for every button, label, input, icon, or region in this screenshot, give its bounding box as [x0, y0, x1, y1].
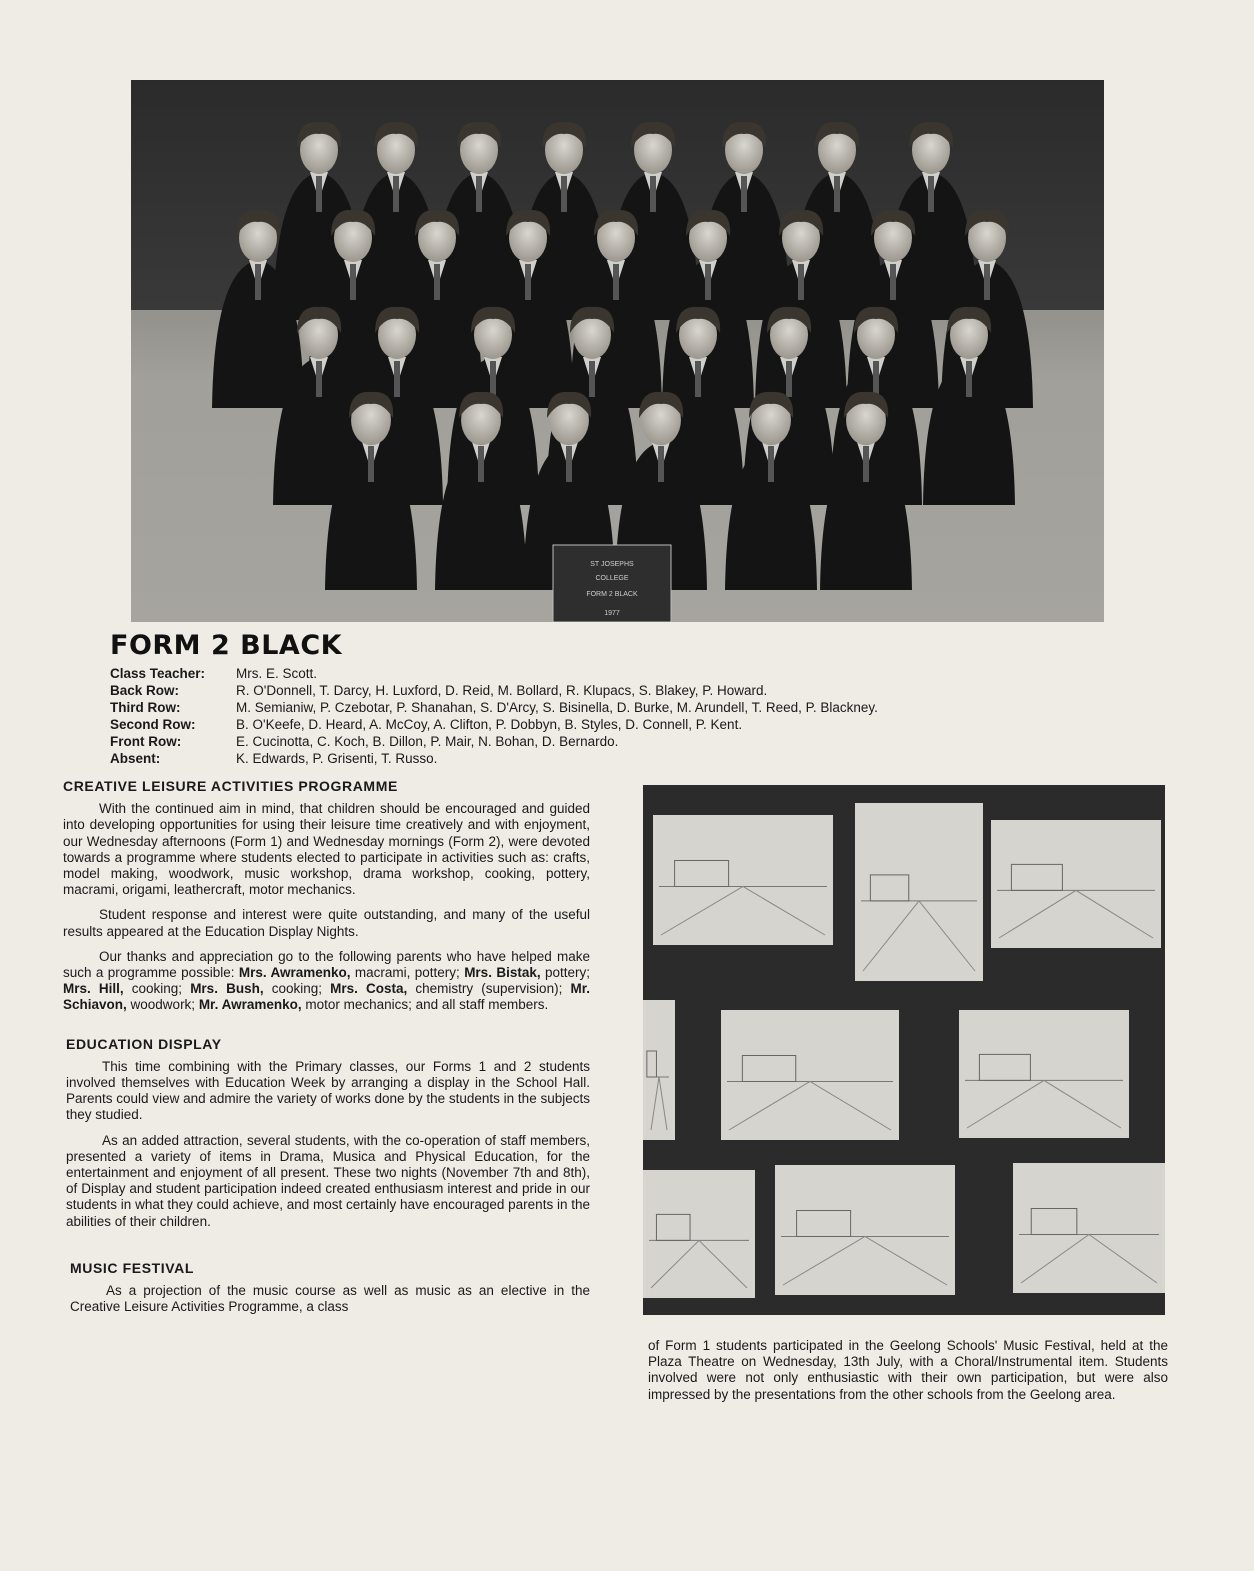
- roster-label: Class Teacher:: [110, 666, 206, 681]
- music-festival-section: [63, 1260, 590, 1316]
- student-drawing: [643, 1170, 755, 1298]
- roster-label: Second Row:: [110, 717, 196, 732]
- parent-name: Mrs. Bistak,: [464, 965, 541, 981]
- sign-line-2: COLLEGE: [595, 575, 629, 582]
- creative-paragraph-1: With the continued aim in mind, that children should be encouraged and guided into developing opportunities for using their leisure time creatively and with enjoyment, our Wednesday afternoons (Form 1) and Wednesday mornings (Form 2), were devoted towards a programme where students elected to participate in activities such as: crafts, model making, woodwork, music workshop, drama workshop, cooking, pottery, macrami, origami, leathercraft, motor mechanics.: [63, 801, 590, 898]
- student-drawing: [991, 820, 1161, 948]
- sign-line-3: FORM 2 BLACK: [586, 591, 638, 598]
- education-display-heading: EDUCATION DISPLAY: [66, 1035, 222, 1052]
- parent-role: motor mechanics; and all staff members.: [301, 997, 549, 1013]
- parent-name: Mrs. Costa,: [330, 981, 408, 997]
- roster-names: R. O'Donnell, T. Darcy, H. Luxford, D. Reid, M. Bollard, R. Klupacs, S. Blakey, P. Howard.: [236, 683, 768, 698]
- left-column: [63, 778, 590, 1324]
- parent-role: chemistry (supervision);: [407, 981, 571, 997]
- roster-row: [110, 733, 878, 750]
- student-drawing: [1013, 1163, 1165, 1293]
- roster-row: [110, 699, 878, 716]
- parent-role: pottery;: [540, 965, 590, 981]
- creative-leisure-heading: CREATIVE LEISURE ACTIVITIES PROGRAMME: [63, 778, 398, 794]
- right-column: [648, 1338, 1168, 1403]
- student-drawing: [721, 1010, 899, 1140]
- roster-label: Front Row:: [110, 734, 182, 749]
- student-drawing: [959, 1010, 1129, 1138]
- sign-line-4: 1977: [604, 610, 620, 617]
- roster-row: [110, 682, 878, 699]
- music-festival-heading: MUSIC FESTIVAL: [70, 1259, 195, 1276]
- music-paragraph-continued: of Form 1 students participated in the Geelong Schools' Music Festival, held at the Plaza Theatre on Wednesday, 13th July, with a Choral/Instrumental item. Students involved were not only enthusiastic with their own participation, but were also impressed by the presentations from the other schools from the Geelong area.: [648, 1338, 1168, 1402]
- parent-name: Mr. Awramenko,: [198, 997, 302, 1013]
- roster-names: Mrs. E. Scott.: [236, 666, 318, 681]
- parent-role: woodwork;: [126, 997, 199, 1013]
- parent-role: cooking;: [263, 981, 331, 997]
- roster-row: [110, 716, 878, 733]
- parent-name: Mrs. Awramenko,: [238, 965, 351, 981]
- display-board-photo: [643, 785, 1165, 1315]
- education-display-section: [63, 1036, 590, 1230]
- class-roster: [110, 665, 878, 767]
- roster-names: E. Cucinotta, C. Koch, B. Dillon, P. Mair, N. Bohan, D. Bernardo.: [236, 734, 619, 749]
- thanks-intro: Our thanks and appreciation go to the following parents who have helped make such a programme possible:: [63, 948, 590, 981]
- page-title: FORM 2 BLACK: [110, 630, 343, 661]
- roster-row: [110, 665, 878, 682]
- sign-line-1: ST JOSEPHS: [590, 561, 634, 568]
- student-drawing: [855, 803, 983, 981]
- display-board-drawing: [643, 785, 1165, 1315]
- education-paragraph-1: This time combining with the Primary classes, our Forms 1 and 2 students involved themselves with Education Week by arranging a display in the School Hall. Parents could view and admire the variety of works done by the students in the subjects they studied.: [66, 1058, 590, 1123]
- class-name-sign: [553, 545, 671, 622]
- creative-paragraph-3: [63, 949, 590, 1014]
- parent-name: Mr. Schiavon,: [63, 981, 590, 1013]
- parent-role: macrami, pottery;: [350, 965, 465, 981]
- roster-label: Absent:: [110, 751, 161, 766]
- student-drawing: [653, 815, 833, 945]
- roster-label: Back Row:: [110, 683, 180, 698]
- roster-label: Third Row:: [110, 700, 181, 715]
- student-drawing: [775, 1165, 955, 1295]
- roster-names: K. Edwards, P. Grisenti, T. Russo.: [236, 751, 438, 766]
- roster-names: B. O'Keefe, D. Heard, A. McCoy, A. Clifton, P. Dobbyn, B. Styles, D. Connell, P. Kent.: [236, 717, 743, 732]
- roster-row: [110, 750, 878, 767]
- parent-name: Mrs. Bush,: [190, 981, 264, 997]
- student-drawing: [643, 1000, 675, 1140]
- roster-names: M. Semianiw, P. Czebotar, P. Shanahan, S. D'Arcy, S. Bisinella, D. Burke, M. Arundell, T. Reed, P. Blackney.: [236, 700, 878, 715]
- creative-paragraph-2: Student response and interest were quite outstanding, and many of the useful results appeared at the Education Display Nights.: [63, 907, 590, 939]
- class-photo: [131, 80, 1104, 622]
- parent-name: Mrs. Hill,: [63, 981, 124, 997]
- class-photo-drawing: [131, 80, 1104, 622]
- education-paragraph-2: As an added attraction, several students, with the co-operation of staff members, presented a variety of items in Drama, Musica and Physical Education, for the entertainment and enjoyment of all present. These two nights (November 7th and 8th), of Display and student participation indeed created enthusiasm interest and pride in our students in what they could achieve, and most certainly have encouraged parents in the abilities of their children.: [66, 1132, 590, 1229]
- music-paragraph-1: As a projection of the music course as well as music as an elective in the Creative Leisure Activities Programme, a class: [70, 1283, 590, 1315]
- parent-role: cooking;: [123, 981, 191, 997]
